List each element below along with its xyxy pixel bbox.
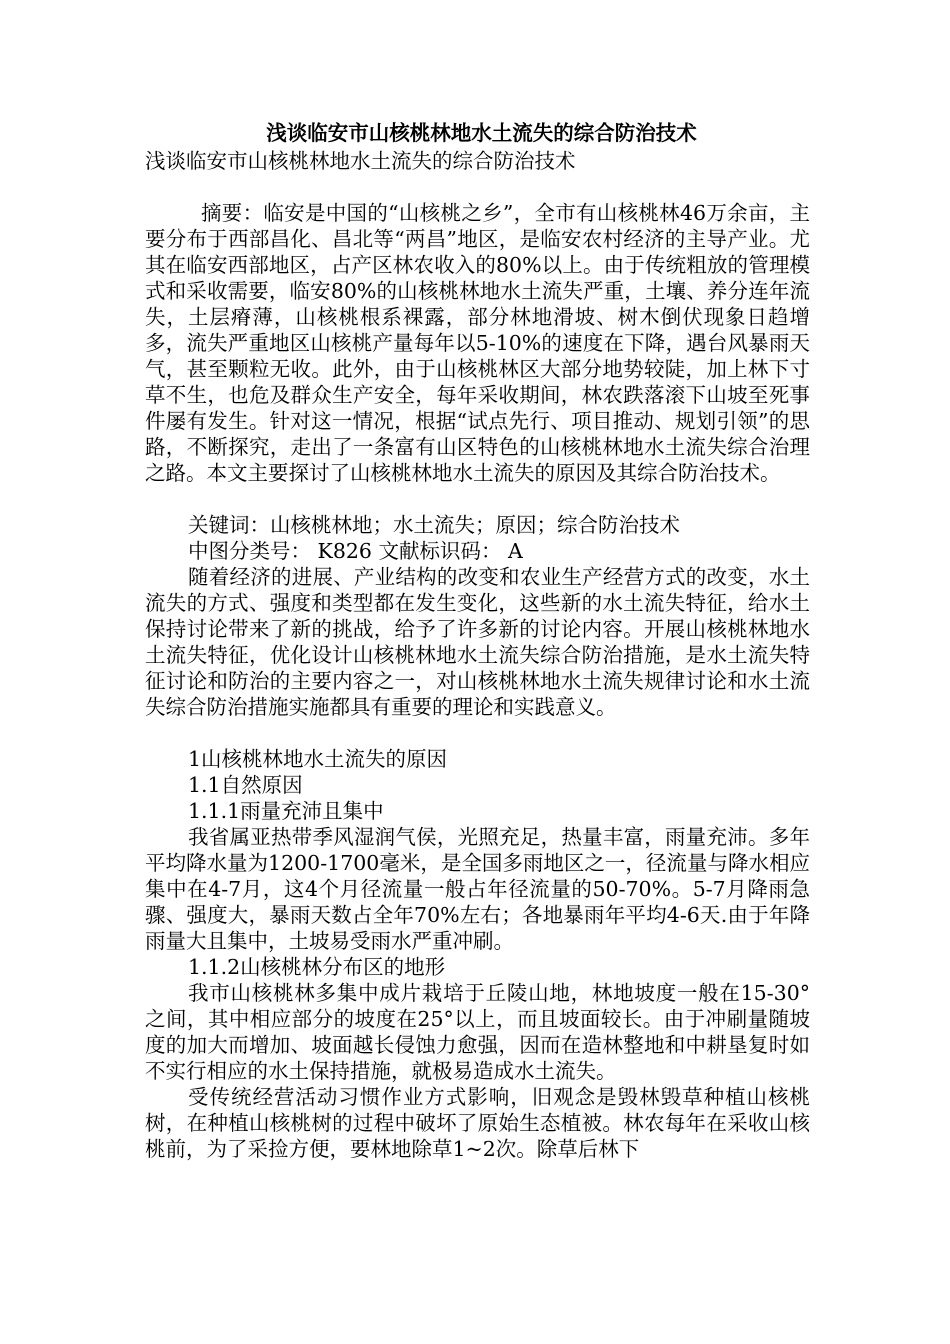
paragraph-1-1-1: 我省属亚热带季风湿润气侯，光照充足，热量丰富，雨量充沛。多年平均降水量为1200-1700毫米，是全国多雨地区之一，径流量与降水相应集中在4-7月，这4个月径流量一般占年径流量的50-70%。5-7月降雨急骤、强度大，暴雨天数占全年70%左右；各地暴雨年平均4-6天.由于年降雨量大且集中，土坡易受雨水严重冲刷。 [145, 825, 810, 953]
document-page [145, 118, 810, 1162]
paragraph-1-1-2: 我市山核桃林多集中成片栽培于丘陵山地，林地坡度一般在15-30°之间，其中相应部分的坡度在25°以上，而且坡面较长。由于冲刷量随坡度的加大而增加、坡面越长侵蚀力愈强，因而在造林整地和中耕垦复时如不实行相应的水土保持措施，就极易造成水土流失。 [145, 981, 810, 1083]
section-heading-1: 1山核桃林地水土流失的原因 [188, 747, 448, 771]
section-heading-1-1-2: 1.1.2山核桃林分布区的地形 [188, 955, 446, 979]
spacer [145, 174, 810, 200]
spacer [145, 720, 810, 746]
section-heading-1-1: 1.1自然原因 [188, 773, 303, 797]
document-title: 浅谈临安市山核桃林地水土流失的综合防治技术 [266, 121, 697, 145]
spacer [145, 486, 810, 512]
intro-paragraph: 随着经济的进展、产业结构的改变和农业生产经营方式的改变，水土流失的方式、强度和类型都在发生变化，这些新的水土流失特征，给水土保持讨论带来了新的挑战，给予了许多新的讨论内容。开展山核桃林地水土流失特征，优化设计山核桃林地水土流失综合防治措施，是水土流失特征讨论和防治的主要内容之一，对山核桃林地水土流失规律讨论和水土流失综合防治措施实施都具有重要的理论和实践意义。 [145, 565, 810, 719]
classification-line: 中图分类号： K826 文献标识码： A [188, 539, 523, 563]
paragraph-1-1-3: 受传统经营活动习惯作业方式影响，旧观念是毁林毁草种植山核桃树，在种植山核桃树的过程中破坏了原始生态植被。林农每年在采收山核桃前，为了采捡方便，要林地除草1~2次。除草后林下 [145, 1085, 810, 1161]
keywords-line: 关键词：山核桃林地；水土流失；原因；综合防治技术 [188, 513, 680, 537]
section-heading-1-1-1: 1.1.1雨量充沛且集中 [188, 799, 384, 823]
abstract-paragraph: 摘要：临安是中国的“山核桃之乡”，全市有山核桃林46万余亩，主要分布于西部昌化、昌北等“两昌”地区，是临安农村经济的主导产业。尤其在临安西部地区，占产区林农收入的80%以上。由于传统粗放的管理模式和采收需要，临安80%的山核桃林地水土流失严重，土壤、养分连年流失，土层瘠薄，山核桃根系裸露，部分林地滑坡、树木倒伏现象日趋增多，流失严重地区山核桃产量每年以5-10%的速度在下降，遇台风暴雨天气，甚至颗粒无收。此外，由于山核桃林区大部分地势较陡，加上林下寸草不生，也危及群众生产安全，每年采收期间，林农跌落滚下山坡至死事件屡有发生。针对这一情况，根据“试点先行、项目推动、规划引领”的思路，不断探究，走出了一条富有山区特色的山核桃林地水土流失综合治理之路。本文主要探讨了山核桃林地水土流失的原因及其综合防治技术。 [145, 201, 810, 485]
document-subtitle: 浅谈临安市山核桃林地水土流失的综合防治技术 [145, 149, 576, 173]
